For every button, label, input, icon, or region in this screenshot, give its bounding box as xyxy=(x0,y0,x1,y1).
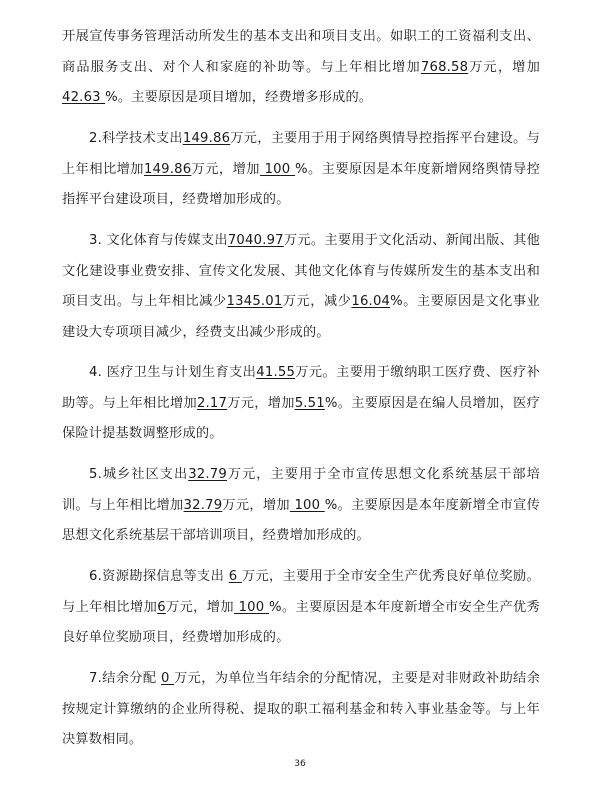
underlined-amount: 768.58 xyxy=(420,59,469,75)
underlined-amount: 149.86 xyxy=(143,161,192,177)
text-run: 3. 文化体育与传媒支出 xyxy=(89,233,228,248)
text-run: %。主要原因是文化事业建设大专项项目减少，经费支出减少形成的。 xyxy=(62,294,540,340)
underlined-amount: 32.79 xyxy=(183,497,223,513)
text-run: 万元。主要用于文化活动、新闻出版、其他文化建设事业费安排、宣传文化发展、其他文化体育与传媒所发生的基本支出和项目支出。与上年相比减少 xyxy=(62,233,540,309)
text-run: 万元，增加 xyxy=(191,161,260,177)
paragraph-surplus-distribution xyxy=(62,664,540,756)
underlined-amount: 5.51 xyxy=(294,395,325,411)
underlined-amount: 16.04 xyxy=(351,294,391,309)
text-run: 4. 医疗卫生与计划生育支出 xyxy=(89,365,257,380)
underlined-amount: 1345.01 xyxy=(226,294,283,309)
text-run: 7.结余分配 xyxy=(89,671,161,686)
paragraph-resource-exploration xyxy=(62,562,540,654)
text-run: 万元，减少 xyxy=(282,294,352,309)
paragraph-urban-rural-community xyxy=(62,460,540,552)
text-run: 万元，增加 xyxy=(468,59,541,75)
text-run: 2.科学技术支出 xyxy=(89,131,183,146)
underlined-amount: 100 xyxy=(259,161,296,177)
underlined-amount: 6 xyxy=(157,599,166,615)
text-run: 5.城乡社区支出 xyxy=(89,467,189,482)
underlined-amount: 41.55 xyxy=(256,365,296,380)
text-run: %。主要原因是本年度新增全市安全生产优秀良好单位奖励项目，经费增加形成的。 xyxy=(62,599,541,645)
text-run: 万元，主要用于全市安全生产优秀良好单位奖励。与上年相比增加 xyxy=(62,569,540,615)
text-run: 开展宣传事务管理活动所发生的基本支出和项目支出。如职工的工资福利支出、商品服务支出、对个人和家庭的补助等。与上年相比增加 xyxy=(62,29,540,75)
underlined-amount: 100 xyxy=(289,497,325,513)
underlined-amount: 6 xyxy=(228,569,242,584)
text-run: 万元，为单位当年结余的分配情况，主要是对非财政补助结余按规定计算缴纳的企业所得税、提取的职工福利基金和转入事业基金等。与上年决算数相同。 xyxy=(62,671,540,747)
underlined-amount: 2.17 xyxy=(196,395,228,411)
paragraph-culture-sports-media xyxy=(62,226,540,348)
underlined-amount: 0 xyxy=(160,671,175,686)
paragraph-medical-health xyxy=(62,358,540,450)
text-run: 万元，主要用于全市宣传思想文化系统基层干部培训。与上年相比增加 xyxy=(62,467,540,513)
underlined-amount: 149.86 xyxy=(182,131,231,146)
page-number: 36 xyxy=(294,759,306,769)
underlined-amount: 100 xyxy=(233,599,269,615)
underlined-amount: 32.79 xyxy=(188,467,227,482)
text-run: %。主要原因是本年度新增网络舆情导控指挥平台建设项目，经费增加形成的。 xyxy=(62,161,541,207)
paragraph-science-technology xyxy=(62,124,540,216)
text-run: 万元。主要用于缴纳职工医疗费、医疗补助等。与上年相比增加 xyxy=(62,365,540,411)
text-run: 万元，增加 xyxy=(227,395,295,411)
text-run: 万元，增加 xyxy=(222,497,290,513)
text-run: %。主要原因是项目增加，经费增多形成的。 xyxy=(105,90,373,105)
underlined-amount: 42.63 xyxy=(62,90,106,105)
text-run: %。主要原因是本年度新增全市宣传思想文化系统基层干部培训项目，经费增加形成的。 xyxy=(62,497,541,543)
underlined-amount: 7040.97 xyxy=(227,233,284,248)
text-run: 万元，主要用于用于网络舆情导控指挥平台建设。与上年相比增加 xyxy=(62,131,540,177)
paragraph-publicity-affairs-tail xyxy=(62,22,540,114)
text-run: 6.资源勘探信息等支出 xyxy=(89,569,229,584)
text-run: 万元，增加 xyxy=(165,599,234,615)
text-run: %。主要原因是在编人员增加，医疗保险计提基数调整形成的。 xyxy=(62,395,540,441)
